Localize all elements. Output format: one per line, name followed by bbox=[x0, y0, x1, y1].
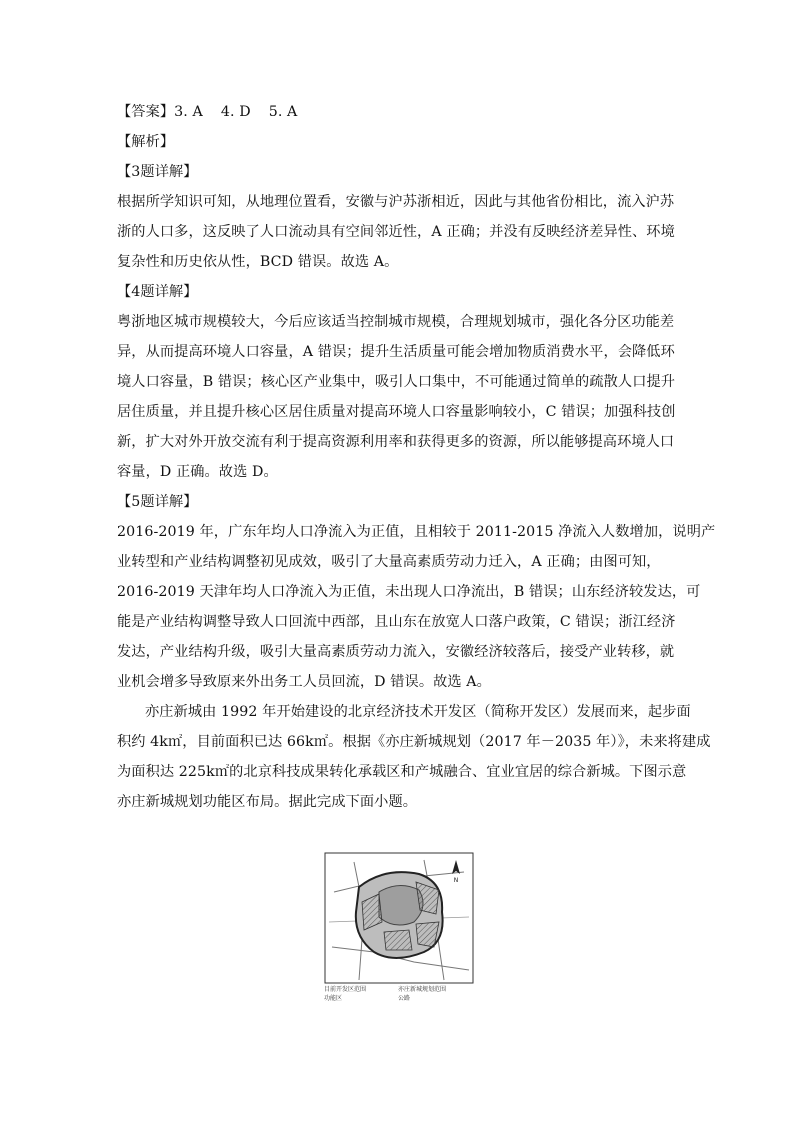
map-legend-row-2 bbox=[324, 995, 474, 1003]
q4-line-5: 新，扩大对外开放交流有利于提高资源利用率和获得更多的资源，所以能够提高环境人口 bbox=[117, 434, 675, 450]
passage-line-1: 亦庄新城由 1992 年开始建设的北京经济技术开发区（简称开发区）发展而来，起步面 bbox=[145, 704, 691, 720]
q4-header: 【4题详解】 bbox=[117, 284, 198, 300]
q4-line-4: 居住质量，并且提升核心区居住质量对提高环境人口容量影响较小，C 错误；加强科技创 bbox=[117, 404, 676, 420]
analysis-header: 【解析】 bbox=[117, 134, 175, 150]
legend-function-zone: 功能区 bbox=[324, 995, 343, 1002]
passage-line-3: 为面积达 225k㎡的北京科技成果转化承载区和产城融合、宜业宜居的综合新城。下图示意 bbox=[117, 764, 687, 780]
legend-planned-zone: 亦庄新城规划范围 bbox=[398, 986, 447, 993]
legend-current-zone: 目前开发区范围 bbox=[324, 986, 367, 993]
answer-line bbox=[117, 102, 677, 122]
answer-item-5: 5. A bbox=[268, 104, 298, 120]
map-figure bbox=[324, 852, 474, 1002]
q5-line-2: 业转型和产业结构调整初见成效，吸引了大量高素质劳动力迁入，A 正确；由图可知， bbox=[117, 554, 661, 570]
north-marker: N bbox=[453, 877, 459, 884]
q4-line-6: 容量，D 正确。故选 D。 bbox=[117, 464, 278, 480]
q5-line-6: 业机会增多导致原来外出务工人员回流，D 错误。故选 A。 bbox=[117, 674, 491, 690]
answer-item-4: 4. D bbox=[220, 104, 251, 120]
q5-line-3: 2016-2019 天津年均人口净流入为正值，未出现人口净流出，B 错误；山东经济较发达，可 bbox=[117, 584, 701, 600]
answer-item-3: 3. A bbox=[174, 104, 203, 120]
passage-line-2: 积约 4k㎡，目前面积已达 66k㎡。根据《亦庄新城规划（2017 年－2035 年）》，未来将建成 bbox=[117, 734, 711, 750]
q5-line-1: 2016-2019 年，广东年均人口净流入为正值，且相较于 2011-2015 净流入人数增加，说明产 bbox=[117, 524, 716, 540]
q3-line-1: 根据所学知识可知，从地理位置看，安徽与沪苏浙相近，因此与其他省份相比，流入沪苏 bbox=[117, 194, 675, 210]
passage-line-4: 亦庄新城规划功能区布局。据此完成下面小题。 bbox=[117, 794, 418, 810]
q5-line-5: 发达，产业结构升级，吸引大量高素质劳动力流入，安徽经济较落后，接受产业转移，就 bbox=[117, 644, 675, 660]
q5-header: 【5题详解】 bbox=[117, 494, 198, 510]
q4-line-2: 异，从而提高环境人口容量，A 错误；提升生活质量可能会增加物质消费水平，会降低环 bbox=[117, 344, 675, 360]
q5-line-4: 能是产业结构调整导致人口回流中西部，且山东在放宽人口落户政策，C 错误；浙江经济 bbox=[117, 614, 676, 630]
q4-line-3: 境人口容量，B 错误；核心区产业集中，吸引人口集中，不可能通过简单的疏散人口提升 bbox=[117, 374, 676, 390]
map-legend-row-1 bbox=[324, 986, 474, 994]
q3-header: 【3题详解】 bbox=[117, 164, 198, 180]
answer-label: 【答案】 bbox=[117, 104, 175, 120]
q4-line-1: 粤浙地区城市规模较大，今后应该适当控制城市规模，合理规划城市，强化各分区功能差 bbox=[117, 314, 675, 330]
map-image bbox=[324, 852, 474, 984]
q3-line-2: 浙的人口多，这反映了人口流动具有空间邻近性，A 正确；并没有反映经济差异性、环境 bbox=[117, 224, 675, 240]
legend-road: 公路 bbox=[398, 995, 411, 1002]
q3-line-3: 复杂性和历史依从性，BCD 错误。故选 A。 bbox=[117, 254, 399, 270]
